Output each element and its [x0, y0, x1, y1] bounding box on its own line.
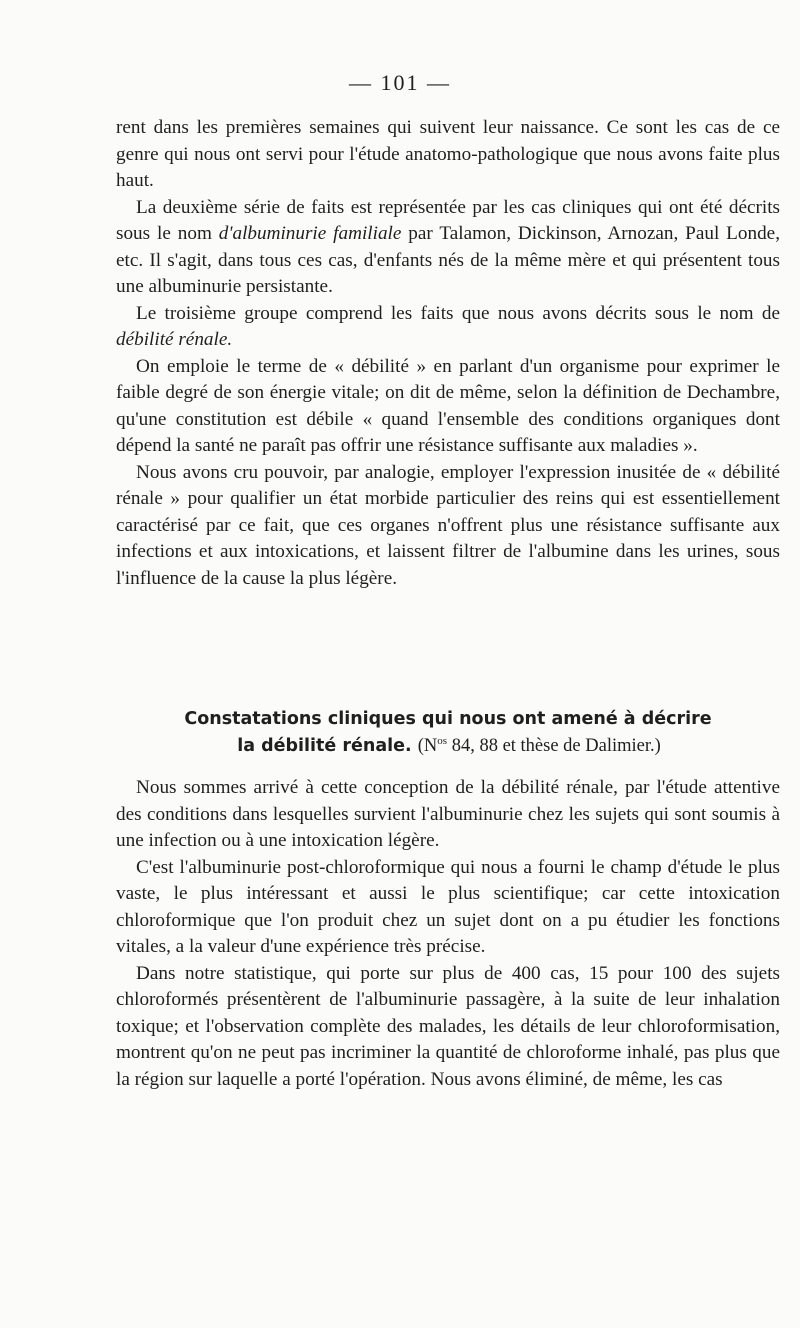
- paragraph-conception: Nous sommes arrivé à cette conception de la débilité rénale, par l'étude attentive des conditions dans lesquelles survient l'albuminurie chez les sujets qui sont soumis à une infection ou à une intoxication légère.: [116, 777, 780, 851]
- paragraph-text: Le troisième groupe comprend les faits que nous avons décrits sous le nom de: [136, 302, 780, 324]
- paragraph-albuminurie-familiale: [116, 195, 780, 301]
- paragraph-continuation: rent dans les premières semaines qui suivent leur naissance. Ce sont les cas de ce genre qui nous ont servi pour l'étude anatomo-pathologique que nous avons faite plus haut.: [116, 117, 780, 191]
- section-heading: [116, 706, 780, 760]
- reference-open: (N: [417, 736, 438, 756]
- paragraph-definition-debilite: On emploie le terme de « débilité » en parlant d'un organisme pour exprimer le faible degré de son énergie vitale; on dit de même, selon la définition de Dechambre, qu'une constitution est débile « quand l'ensemble des conditions organiques dont dépend la santé ne paraît pas offrir une résistance suffisante aux maladies ».: [116, 355, 780, 456]
- heading-reference: [418, 736, 661, 756]
- paragraph-text: La deuxième série de faits est représentée par les cas cliniques qui ont été décrits sous le nom: [116, 196, 780, 244]
- paragraph-analogie: Nous avons cru pouvoir, par analogie, employer l'expression inusitée de « débilité rénale » pour qualifier un état morbide particulier des reins qui est essentiellement caractérisé par ce fait, que ces organes n'offrent plus une résistance suffisante aux infections et aux intoxications, et laissent filtrer de l'albumine dans les urines, sous l'influence de la cause la plus légère.: [116, 461, 780, 589]
- paragraph-text: par Talamon, Dickinson, Arnozan, Paul Londe, etc. Il s'agit, dans tous ces cas, d'enfants nés de la même mère et qui présentent tous une albuminurie persistante.: [116, 223, 780, 297]
- heading-line-1: Constatations cliniques qui nous ont amené à décrire: [184, 709, 712, 729]
- heading-main: la débilité rénale.: [237, 736, 418, 756]
- paragraph-debilite-renale: [116, 301, 780, 354]
- italic-term: d'albuminurie familiale: [218, 223, 402, 244]
- page-number: — 101 —: [349, 70, 451, 95]
- reference-rest: 84, 88 et thèse de Dalimier.): [447, 736, 661, 756]
- italic-term: débilité rénale.: [116, 329, 233, 350]
- text-section-constatations: [116, 775, 780, 1093]
- text-section-intro: [116, 115, 780, 592]
- paragraph-post-chloroformique: C'est l'albuminurie post-chloroformique qui nous a fourni le champ d'étude le plus vaste, le plus intéressant et aussi le plus scientifique; car cette intoxication chloroformique que l'on produit chez un sujet dont on a pu étudier les fonctions vitales, a la valeur d'une expérience très précise.: [116, 856, 780, 957]
- reference-superscript: os: [437, 734, 448, 747]
- heading-line-2: [116, 733, 780, 760]
- paragraph-statistique: Dans notre statistique, qui porte sur plus de 400 cas, 15 pour 100 des sujets chloroformés présentèrent de l'albuminurie passagère, à la suite de leur inhalation toxique; et l'observation complète des malades, les détails de leur chloroformisation, montrent qu'on ne peut pas incriminer la quantité de chloroforme inhalé, pas plus que la région sur laquelle a porté l'opération. Nous avons éliminé, de même, les cas: [116, 962, 780, 1090]
